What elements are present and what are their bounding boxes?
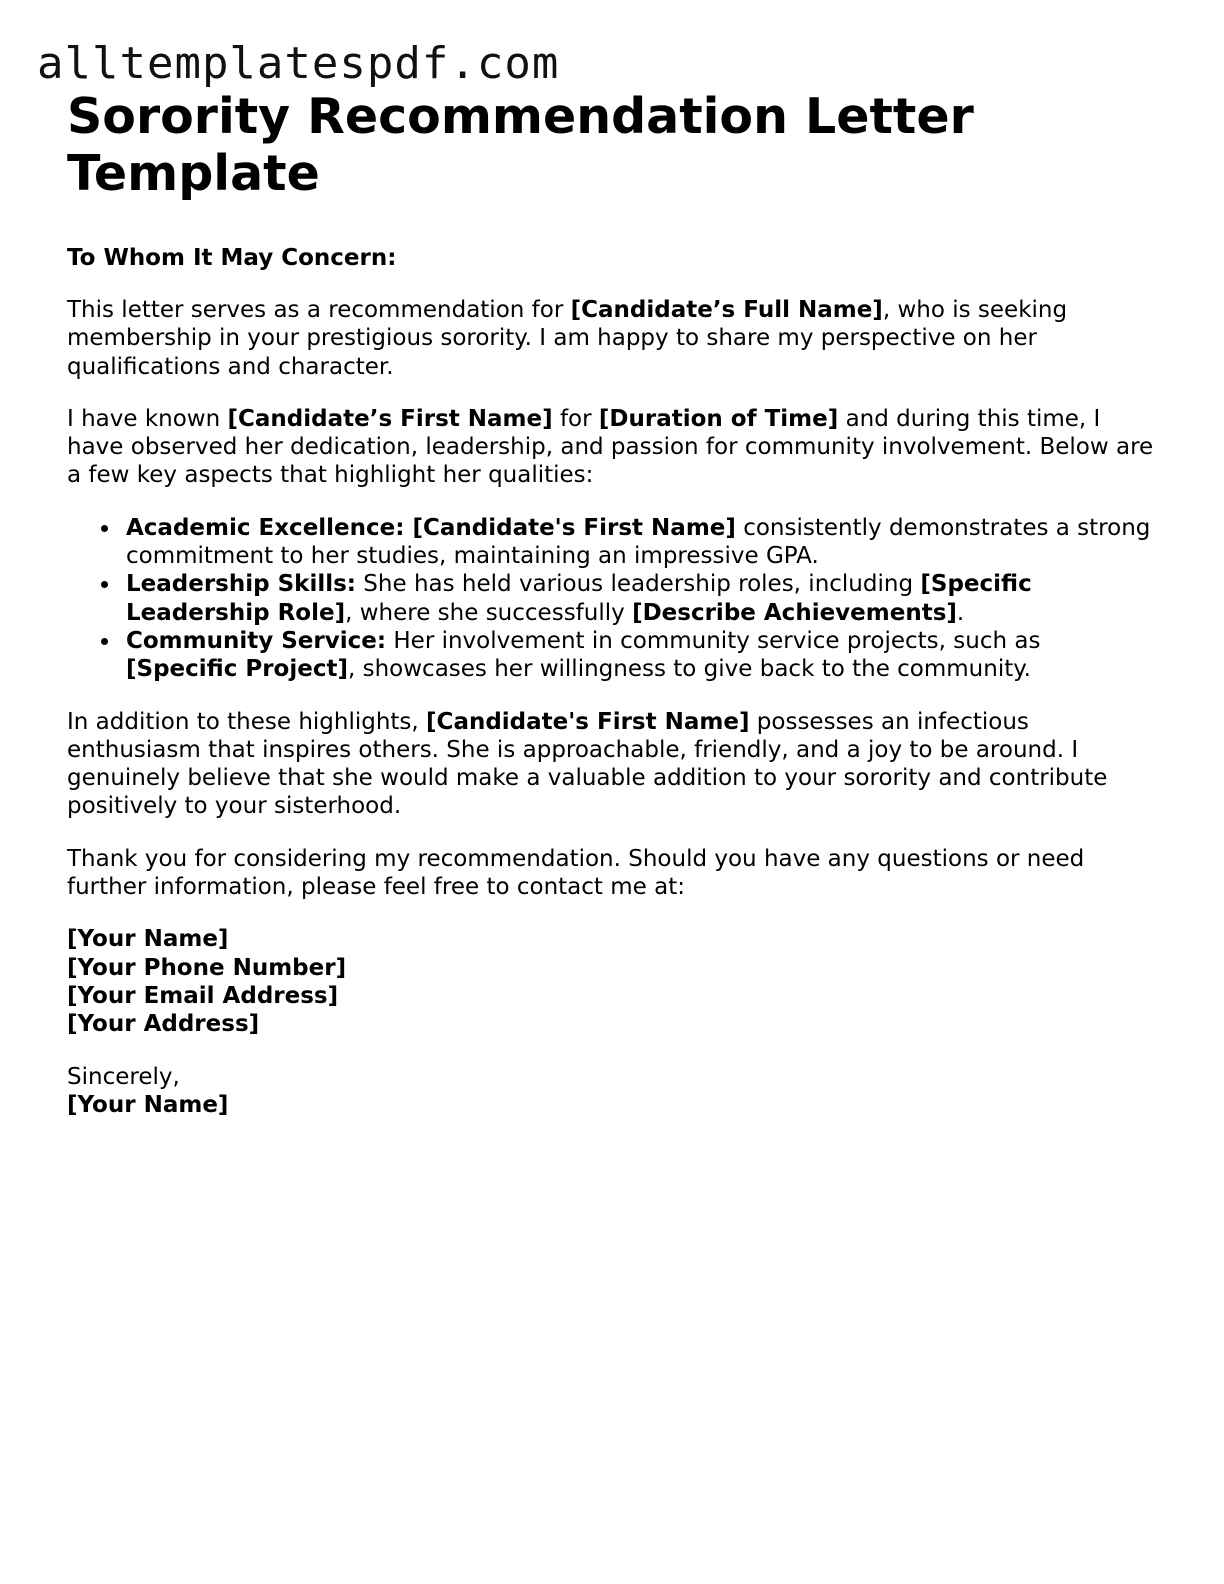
paragraph-additional-text-1: In addition to these highlights,: [67, 708, 427, 735]
highlight-label: Academic Excellence: [Candidate's First Name]: [126, 514, 736, 541]
watermark-text: alltemplatespdf.com: [37, 38, 560, 89]
highlight-text: , where she successfully: [345, 599, 633, 626]
placeholder-duration-of-time: [Duration of Time]: [598, 405, 839, 432]
paragraph-intro: [67, 296, 1157, 381]
placeholder-candidate-first-name: [Candidate’s First Name]: [227, 405, 553, 432]
letter-document: [67, 88, 1157, 1119]
document-title: Sorority Recommendation Letter Template: [67, 88, 974, 202]
valediction: Sincerely,: [67, 1063, 180, 1090]
highlight-text: , showcases her willingness to give back to the community.: [347, 656, 1031, 683]
highlight-text: .: [956, 599, 965, 626]
highlights-list: [67, 514, 1157, 684]
paragraph-known: [67, 405, 1157, 490]
paragraph-known-text-1: I have known: [67, 405, 228, 432]
paragraph-known-text-3: and during this time, I have observed her dedication, leadership, and passion for community involvement. Below are a few key aspects that highlight her qualities:: [67, 405, 1154, 489]
placeholder-candidate-full-name: [Candidate’s Full Name]: [570, 297, 883, 323]
contact-block: [67, 925, 1157, 1038]
highlight-label: Leadership Skills:: [126, 571, 356, 598]
salutation: To Whom It May Concern:: [67, 245, 397, 271]
placeholder-specific-leadership-role: [Specific Leadership Role]: [126, 571, 1032, 626]
contact-phone: [Your Phone Number]: [67, 954, 347, 981]
highlight-text: consistently demonstrates a strong commitment to her studies, maintaining an impressive GPA.: [126, 514, 1151, 570]
paragraph-thanks: Thank you for considering my recommendation. Should you have any questions or need further information, please feel free to contact me at:: [67, 845, 1085, 901]
paragraph-known-text-2: for: [552, 405, 599, 432]
contact-address: [Your Address]: [67, 1011, 260, 1038]
signature-name: [Your Name]: [67, 1091, 229, 1118]
highlight-text: She has held various leadership roles, including: [356, 571, 921, 598]
placeholder-specific-project: [Specific Project]: [126, 656, 348, 683]
list-item: [126, 570, 1157, 627]
highlight-label: Community Service:: [126, 627, 387, 654]
contact-email: [Your Email Address]: [67, 982, 339, 1009]
closing-block: [67, 1063, 1157, 1120]
contact-name: [Your Name]: [67, 926, 229, 953]
placeholder-candidate-first-name: [Candidate's First Name]: [426, 708, 750, 735]
placeholder-describe-achievements: [Describe Achievements]: [632, 599, 957, 626]
highlight-text: Her involvement in community service projects, such as: [386, 627, 1041, 654]
list-item: [126, 514, 1157, 571]
list-item: [126, 627, 1157, 684]
paragraph-additional-text-2: possesses an infectious enthusiasm that inspires others. She is approachable, friendly, and a joy to be around. I genuinely believe that she would make a valuable addition to your sorority and contribute positively to your sisterhood.: [67, 708, 1108, 820]
paragraph-additional: [67, 708, 1157, 821]
paragraph-intro-text-2: , who is seeking membership in your prestigious sorority. I am happy to share my perspective on her qualifications and character.: [67, 297, 1068, 380]
paragraph-intro-text-1: This letter serves as a recommendation for: [67, 297, 571, 323]
